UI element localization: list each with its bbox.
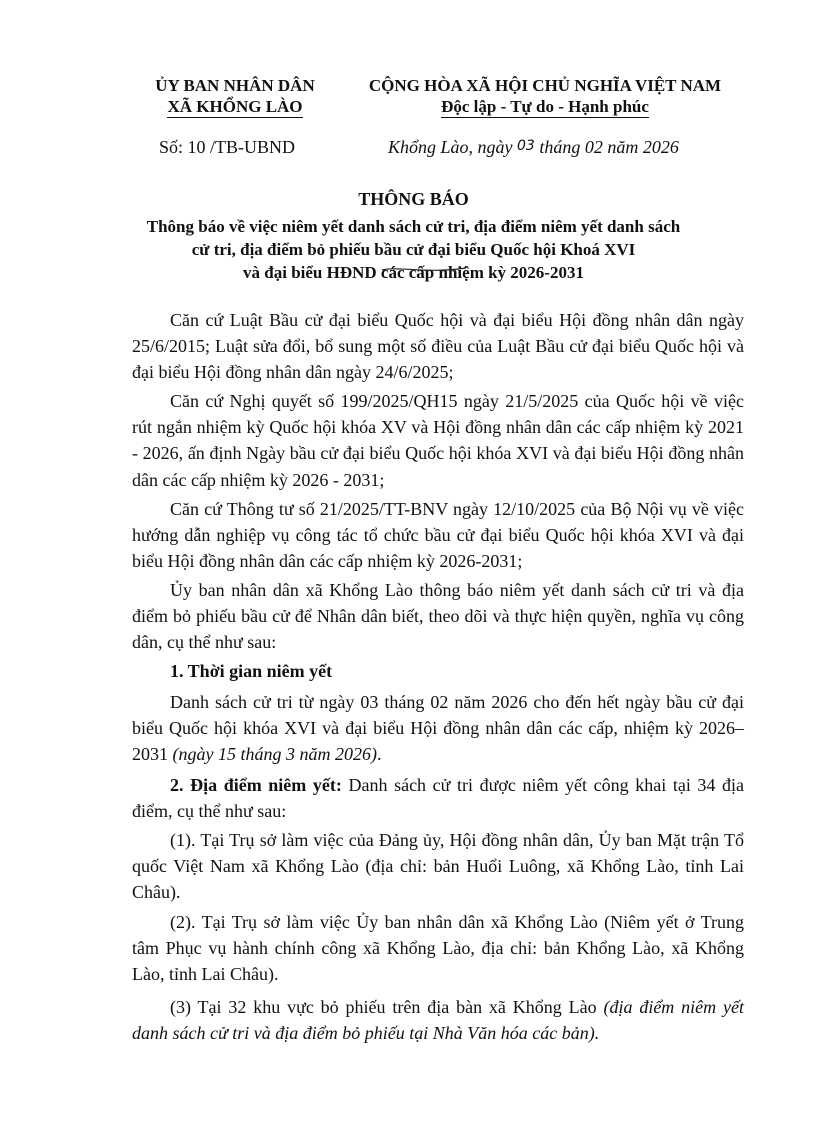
date-suffix: tháng 02 năm 2026 — [539, 137, 679, 157]
paragraph-legal-basis-2: Căn cứ Nghị quyết số 199/2025/QH15 ngày 21/5/2025 của Quốc hội về việc rút ngắn nhiệm kỳ Quốc hội khóa XV và Hội đồng nhân dân các cấp nhiệm kỳ 2021 - 2026, ấn định Ngày bầu cử đại biểu Quốc hội khóa XVI và đại biểu Hội đồng nhân dân các cấp nhiệm kỳ 2026 - 2031; — [132, 391, 744, 490]
date-day-handwritten: 03 — [517, 138, 535, 154]
document-date — [388, 137, 679, 158]
agency-line-2 — [140, 97, 330, 117]
location-item-3-note: (địa điểm niêm yết danh sách cử tri và địa điểm bỏ phiếu tại Nhà Văn hóa các bản). — [132, 997, 744, 1044]
section-2-title: 2. Địa điểm niêm yết: — [170, 775, 342, 795]
subtitle-line-2: cử tri, địa điểm bỏ phiếu bầu cử đại biểu Quốc hội Khoá XVI — [191, 240, 636, 259]
document-heading: THÔNG BÁO — [358, 189, 469, 209]
section-1-body: Danh sách cử tri từ ngày 03 tháng 02 năm 2026 cho đến hết ngày bầu cử đại biểu Quốc hội khóa XVI và đại biểu Hội đồng nhân dân các cấp, nhiệm kỳ 2026–2031 — [132, 692, 744, 765]
nation-line-2-text: Độc lập - Tự do - Hạnh phúc — [441, 97, 649, 116]
agency-name — [140, 76, 330, 117]
section-2-text: Danh sách cử tri được niêm yết công khai tại 34 địa điểm, cụ thể như sau: — [132, 775, 745, 822]
section-1-title: 1. Thời gian niêm yết — [170, 661, 333, 681]
subtitle-line-1: Thông báo về việc niêm yết danh sách cử tri, địa điểm niêm yết danh sách — [146, 217, 681, 236]
section-1-text — [132, 689, 744, 768]
section-2 — [132, 772, 744, 824]
nation-line-2 — [340, 97, 750, 117]
national-motto — [340, 76, 750, 117]
location-item-3 — [132, 994, 744, 1046]
location-item-3-text: (3) Tại 32 khu vực bỏ phiếu trên địa bàn xã Khổng Lào — [170, 997, 597, 1017]
handwritten-mark-icon — [380, 248, 468, 278]
nation-line-1: CỘNG HÒA XÃ HỘI CHỦ NGHĨA VIỆT NAM — [368, 76, 722, 95]
section-1-end: . — [376, 744, 382, 765]
agency-line-2-text: XÃ KHỔNG LÀO — [167, 97, 303, 116]
section-1-date-note: (ngày 15 tháng 3 năm 2026) — [172, 744, 377, 765]
date-prefix: Khổng Lào, ngày — [388, 137, 513, 157]
agency-line-1: ỦY BAN NHÂN DÂN — [155, 76, 315, 95]
location-item-2: (2). Tại Trụ sở làm việc Ủy ban nhân dân xã Khổng Lào (Niêm yết ở Trung tâm Phục vụ hành chính công xã Khổng Lào, địa chỉ: bản Khổng Lào, xã Khổng Lào, tỉnh Lai Châu). — [132, 912, 744, 985]
paragraph-announcement: Ủy ban nhân dân xã Khổng Lào thông báo niêm yết danh sách cử tri và địa điểm bỏ phiếu bầu cử để Nhân dân biết, theo dõi và thực hiện quyền, nghĩa vụ công dân, cụ thể như sau: — [132, 580, 744, 653]
paragraph-legal-basis-1: Căn cứ Luật Bầu cử đại biểu Quốc hội và đại biểu Hội đồng nhân dân ngày 25/6/2015; Luật sửa đổi, bổ sung một số điều của Luật Bầu cử đại biểu Quốc hội và đại biểu Hội đồng nhân dân ngày 24/6/2025; — [132, 310, 744, 383]
location-item-1: (1). Tại Trụ sở làm việc của Đảng ủy, Hội đồng nhân dân, Ủy ban Mặt trận Tổ quốc Việt Nam xã Khổng Lào (địa chỉ: bản Huổi Luông, xã Khổng Lào, tỉnh Lai Châu). — [132, 830, 744, 903]
subtitle-line-3: và đại biểu HĐND các cấp nhiệm kỳ 2026-2031 — [243, 263, 584, 282]
paragraph-legal-basis-3: Căn cứ Thông tư số 21/2025/TT-BNV ngày 12/10/2025 của Bộ Nội vụ về việc hướng dẫn nghiệp vụ công tác tổ chức bầu cử đại biểu Quốc hội khóa XVI và đại biểu Hội đồng nhân dân các cấp nhiệm kỳ 2026-2031; — [132, 499, 744, 572]
document-number: Số: 10 /TB-UBND — [159, 137, 296, 157]
